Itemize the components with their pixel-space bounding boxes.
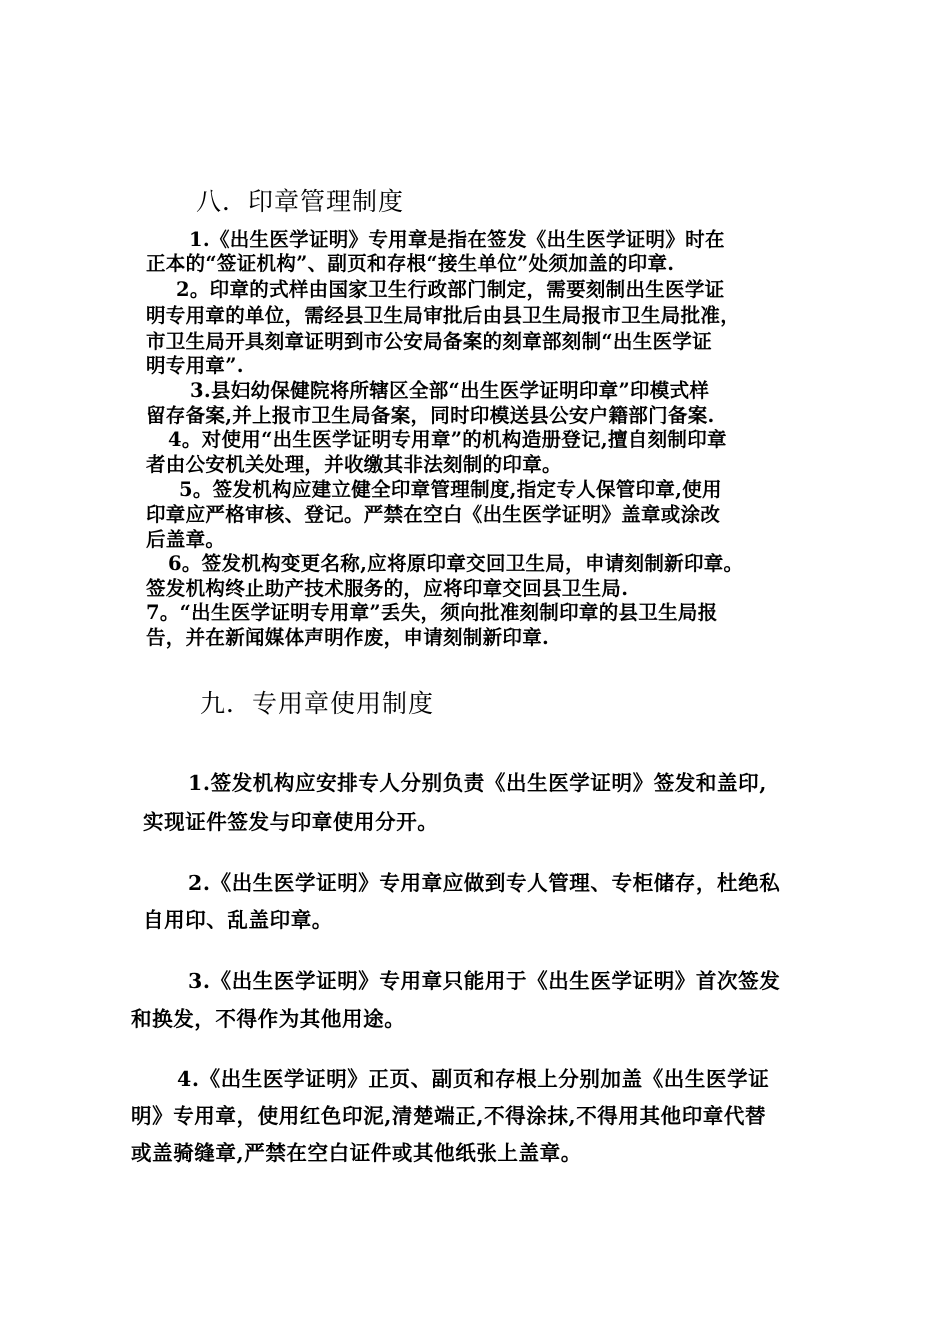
paragraph-line: 自用印、乱盖印章。 (143, 908, 333, 932)
paragraph-line: 3.县妇幼保健院将所辖区全部“出生医学证明印章”印模式样 (190, 379, 710, 402)
paragraph-line: 3.《出生医学证明》专用章只能用于《出生医学证明》首次签发 (188, 969, 781, 993)
paragraph-line: 2。印章的式样由国家卫生行政部门制定，需要刻制出生医学证 (176, 278, 725, 301)
paragraph-line: 后盖章。 (146, 528, 226, 551)
paragraph-line: 者由公安机关处理，并收缴其非法刻制的印章。 (146, 453, 562, 476)
paragraph-line: 1.《出生医学证明》专用章是指在签发《出生医学证明》时在 (189, 228, 725, 251)
paragraph-line: 明专用章的单位，需经县卫生局审批后由县卫生局报市卫生局批准， (146, 304, 741, 327)
paragraph-line: 正本的“签证机构”、副页和存根“接生单位”处须加盖的印章. (146, 252, 675, 275)
paragraph-line: 留存备案,并上报市卫生局备案，同时印模送县公安户籍部门备案. (146, 404, 715, 427)
section-heading: 八．印章管理制度 (196, 187, 405, 216)
paragraph-line: 4。对使用“出生医学证明专用章”的机构造册登记,擅自刻制印章 (168, 428, 727, 451)
paragraph-line: 6。签发机构变更名称,应将原印章交回卫生局，申请刻制新印章。 (168, 552, 744, 575)
paragraph-line: 明专用章”. (146, 354, 244, 377)
paragraph-line: 或盖骑缝章,严禁在空白证件或其他纸张上盖章。 (131, 1141, 582, 1165)
section-heading: 九．专用章使用制度 (200, 689, 435, 718)
paragraph-line: 告，并在新闻媒体声明作废，申请刻制新印章. (146, 626, 550, 649)
paragraph-line: 市卫生局开具刻章证明到市公安局备案的刻章部刻制“出生医学证 (146, 330, 712, 353)
paragraph-line: 4.《出生医学证明》正页、副页和存根上分别加盖《出生医学证 (177, 1067, 770, 1091)
paragraph-line: 和换发，不得作为其他用途。 (131, 1007, 406, 1031)
paragraph-line: 印章应严格审核、登记。严禁在空白《出生医学证明》盖章或涂改 (146, 503, 721, 526)
paragraph-line: 5。签发机构应建立健全印章管理制度,指定专人保管印章,使用 (179, 478, 722, 501)
paragraph-line: 明》专用章，使用红色印泥,清楚端正,不得涂抹,不得用其他印章代替 (131, 1104, 767, 1128)
paragraph-line: 1.签发机构应安排专人分别负责《出生医学证明》签发和盖印, (188, 771, 767, 795)
paragraph-line: 2.《出生医学证明》专用章应做到专人管理、专柜储存，杜绝私 (188, 871, 781, 895)
paragraph-line: 7。“出生医学证明专用章”丢失，须向批准刻制印章的县卫生局报 (146, 601, 718, 624)
paragraph-line: 签发机构终止助产技术服务的，应将印章交回县卫生局. (146, 577, 629, 600)
paragraph-line: 实现证件签发与印章使用分开。 (143, 810, 439, 834)
